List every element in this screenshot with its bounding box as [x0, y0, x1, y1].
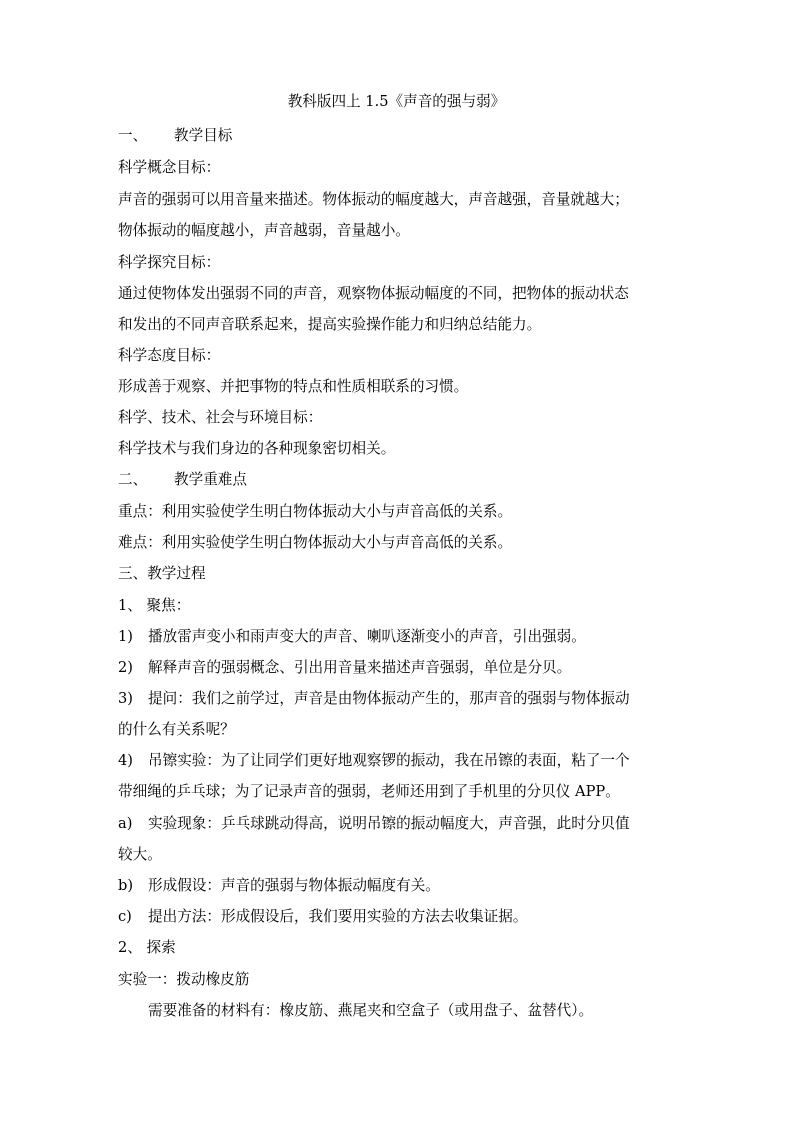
focus-sub-a [118, 814, 688, 834]
focus-sub-c-number: c) [118, 908, 132, 925]
focus-item-3-continued: 的什么有关系呢？ [118, 721, 235, 738]
inquiry-goal-line-2: 和发出的不同声音联系起来，提高实验操作能力和归纳总结能力。 [118, 316, 542, 333]
focus-item-1 [118, 627, 688, 647]
focus-sub-a-text: 实验现象：乒乓球跳动得高，说明吊镲的振动幅度大，声音强，此时分贝值 [148, 815, 630, 832]
section-1-title: 教学目标 [174, 127, 233, 144]
focus-sub-c [118, 907, 688, 927]
focus-sub-b-number: b) [118, 877, 134, 894]
focus-item-4-text: 吊镲实验：为了让同学们更好地观察锣的振动，我在吊镲的表面，粘了一个 [148, 752, 630, 769]
stse-goal-line-1: 科学技术与我们身边的各种现象密切相关。 [118, 440, 396, 457]
key-point: 重点：利用实验使学生明白物体振动大小与声音高低的关系。 [118, 503, 513, 520]
experiment-1-title: 实验一：拨动橡皮筋 [118, 971, 250, 988]
focus-sub-b-text: 形成假设：声音的强弱与物体振动幅度有关。 [148, 877, 440, 894]
attitude-goal-label: 科学态度目标： [118, 347, 221, 364]
focus-item-3 [118, 689, 688, 709]
concept-goal-label: 科学概念目标： [118, 159, 221, 176]
section-1-number: 一、 [118, 127, 148, 144]
materials-line: 需要准备的材料有：橡皮筋、燕尾夹和空盒子（或用盘子、盆替代）。 [148, 1002, 594, 1019]
inquiry-goal-label: 科学探究目标： [118, 254, 221, 271]
difficult-point: 难点：利用实验使学生明白物体振动大小与声音高低的关系。 [118, 534, 513, 551]
focus-item-2-text: 解释声音的强弱概念、引出用音量来描述声音强弱，单位是分贝。 [148, 659, 572, 676]
document-title: 教科版四上 1.5《声音的强与弱》 [287, 93, 506, 110]
focus-item-4-number: 4) [118, 752, 133, 769]
focus-item-2-number: 2) [118, 659, 133, 676]
inquiry-goal-line-1: 通过使物体发出强弱不同的声音，观察物体振动幅度的不同，把物体的振动状态 [118, 285, 629, 302]
section-3-heading: 三、教学过程 [118, 565, 206, 582]
section-2-heading [118, 470, 688, 490]
focus-label: 1、 聚焦： [118, 597, 191, 614]
concept-goal-line-1: 声音的强弱可以用音量来描述。物体振动的幅度越大，声音越强，音量就越大； [118, 191, 629, 208]
focus-item-4 [118, 751, 688, 771]
stse-goal-label: 科学、技术、社会与环境目标： [118, 409, 323, 426]
section-2-title: 教学重难点 [174, 471, 247, 488]
focus-sub-b [118, 876, 688, 896]
section-1-heading [118, 126, 688, 146]
attitude-goal-line-1: 形成善于观察、并把事物的特点和性质相联系的习惯。 [118, 378, 469, 395]
focus-item-2 [118, 658, 688, 678]
focus-item-1-text: 播放雷声变小和雨声变大的声音、喇叭逐渐变小的声音，引出强弱。 [148, 628, 586, 645]
focus-item-3-text: 提问：我们之前学过，声音是由物体振动产生的，那声音的强弱与物体振动 [148, 690, 630, 707]
explore-label: 2、 探索 [118, 939, 176, 956]
section-2-number: 二、 [118, 471, 148, 488]
focus-sub-c-text: 提出方法：形成假设后，我们要用实验的方法去收集证据。 [148, 908, 528, 925]
concept-goal-line-2: 物体振动的幅度越小，声音越弱，音量越小。 [118, 222, 410, 239]
focus-item-4-continued: 带细绳的乒乓球；为了记录声音的强弱，老师还用到了手机里的分贝仪 APP。 [118, 783, 620, 800]
focus-sub-a-number: a) [118, 815, 133, 832]
focus-item-3-number: 3) [118, 690, 133, 707]
focus-sub-a-continued: 较大。 [118, 846, 162, 863]
focus-item-1-number: 1) [118, 628, 133, 645]
